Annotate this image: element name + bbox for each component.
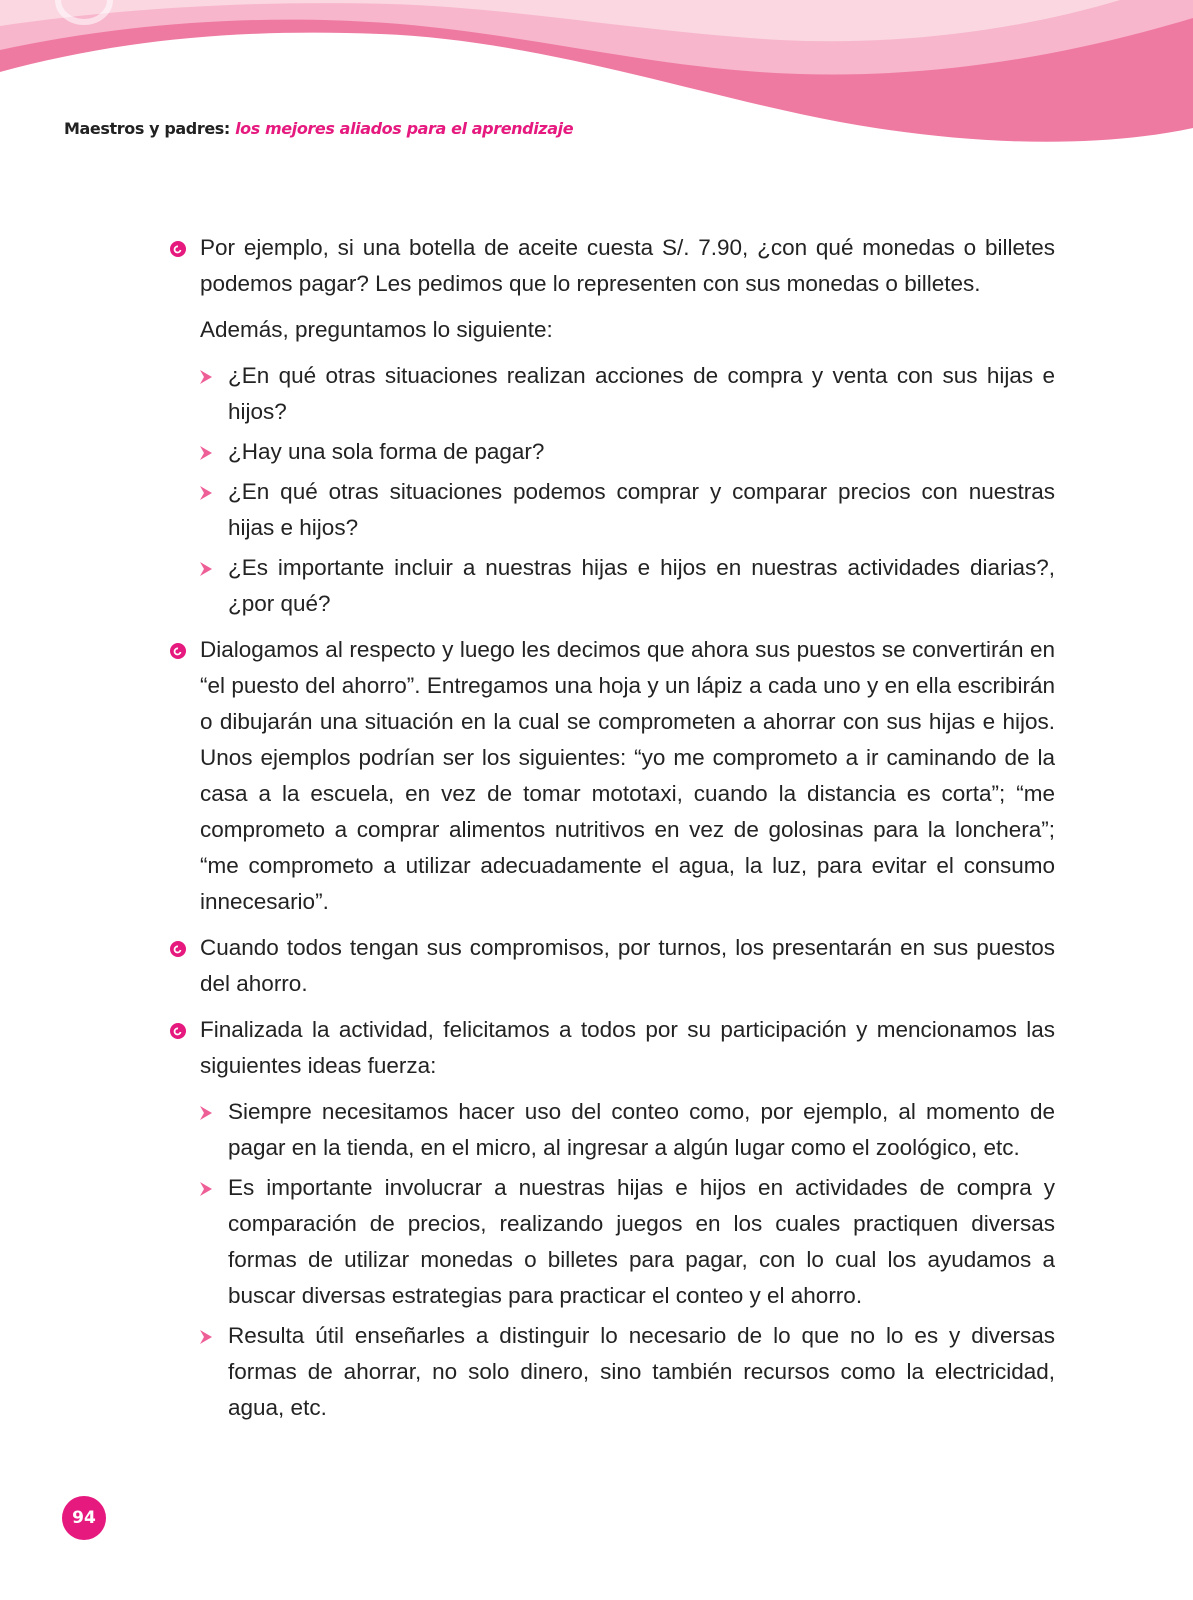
- bullet-text: Finalizada la actividad, felicitamos a todos por su participación y mencionamos las siguientes ideas fuerza:: [200, 1017, 1055, 1078]
- list-item-text: Es importante involucrar a nuestras hijas e hijos en actividades de compra y comparación de precios, realizando juegos en los cuales practiquen diversas formas de utilizar monedas o billetes para pagar, con lo cual los ayudamos a buscar diversas estrategias para practicar el conteo y el ahorro.: [228, 1175, 1055, 1308]
- chevron-right-icon: [200, 446, 212, 460]
- list-item: [200, 1094, 1055, 1166]
- chevron-right-icon: [200, 1182, 212, 1196]
- list-item: [200, 474, 1055, 546]
- bullet-text: Cuando todos tengan sus compromisos, por turnos, los presentarán en sus puestos del ahorro.: [200, 935, 1055, 996]
- followup-paragraph: Además, preguntamos lo siguiente:: [200, 317, 553, 342]
- chevron-right-icon: [200, 1330, 212, 1344]
- running-head-subtitle: los mejores aliados para el aprendizaje: [235, 119, 574, 138]
- bullet-swirl-icon: [170, 1023, 186, 1039]
- list-item: [200, 550, 1055, 622]
- page-number: 94: [62, 1496, 106, 1540]
- bullet-item: [170, 632, 1055, 920]
- list-item-text: Resulta útil enseñarles a distinguir lo necesario de lo que no lo es y diversas formas de ahorrar, no solo dinero, sino también recursos como la electricidad, agua, etc.: [228, 1323, 1055, 1420]
- bullet-item: [170, 930, 1055, 1002]
- bullet-text: Por ejemplo, si una botella de aceite cuesta S/. 7.90, ¿con qué monedas o billetes podemos pagar? Les pedimos que lo representen con sus monedas o billetes.: [200, 235, 1055, 296]
- list-item: [200, 358, 1055, 430]
- chevron-right-icon: [200, 370, 212, 384]
- bullet-swirl-icon: [170, 643, 186, 659]
- list-item-text: Siempre necesitamos hacer uso del conteo como, por ejemplo, al momento de pagar en la tienda, en el micro, al ingresar a algún lugar como el zoológico, etc.: [228, 1099, 1055, 1160]
- questions-list: [200, 358, 1055, 622]
- chevron-right-icon: [200, 486, 212, 500]
- chevron-right-icon: [200, 562, 212, 576]
- list-item: [200, 1170, 1055, 1314]
- bullet-text: Dialogamos al respecto y luego les decimos que ahora sus puestos se convertirán en “el puesto del ahorro”. Entregamos una hoja y un lápiz a cada uno y en ella escribirán o dibujarán una situación en la cual se comprometen a ahorrar con sus hijas e hijos. Unos ejemplos podrían ser los siguientes: “yo me comprometo a ir caminando de la casa a la escuela, en vez de tomar mototaxi, cuando la distancia es corta”; “me comprometo a comprar alimentos nutritivos en vez de golosinas para la lonchera”; “me comprometo a utilizar adecuadamente el agua, la luz, para evitar el consumo innecesario”.: [200, 637, 1055, 914]
- list-item-text: ¿En qué otras situaciones podemos comprar y comparar precios con nuestras hijas e hijos?: [228, 479, 1055, 540]
- ideas-list: [200, 1094, 1055, 1426]
- list-item: [200, 1318, 1055, 1426]
- running-head-title: Maestros y padres:: [64, 119, 230, 138]
- bullet-swirl-icon: [170, 241, 186, 257]
- bullet-item: [170, 230, 1055, 302]
- list-item-text: ¿Hay una sola forma de pagar?: [228, 439, 545, 464]
- list-item-text: ¿En qué otras situaciones realizan acciones de compra y venta con sus hijas e hijos?: [228, 363, 1055, 424]
- bullet-item: [170, 1012, 1055, 1084]
- chevron-right-icon: [200, 1106, 212, 1120]
- bullet-swirl-icon: [170, 941, 186, 957]
- list-item-text: ¿Es importante incluir a nuestras hijas e hijos en nuestras actividades diarias?, ¿por qué?: [228, 555, 1055, 616]
- running-head: [64, 119, 573, 138]
- main-content: [170, 230, 1055, 1436]
- list-item: [200, 434, 1055, 470]
